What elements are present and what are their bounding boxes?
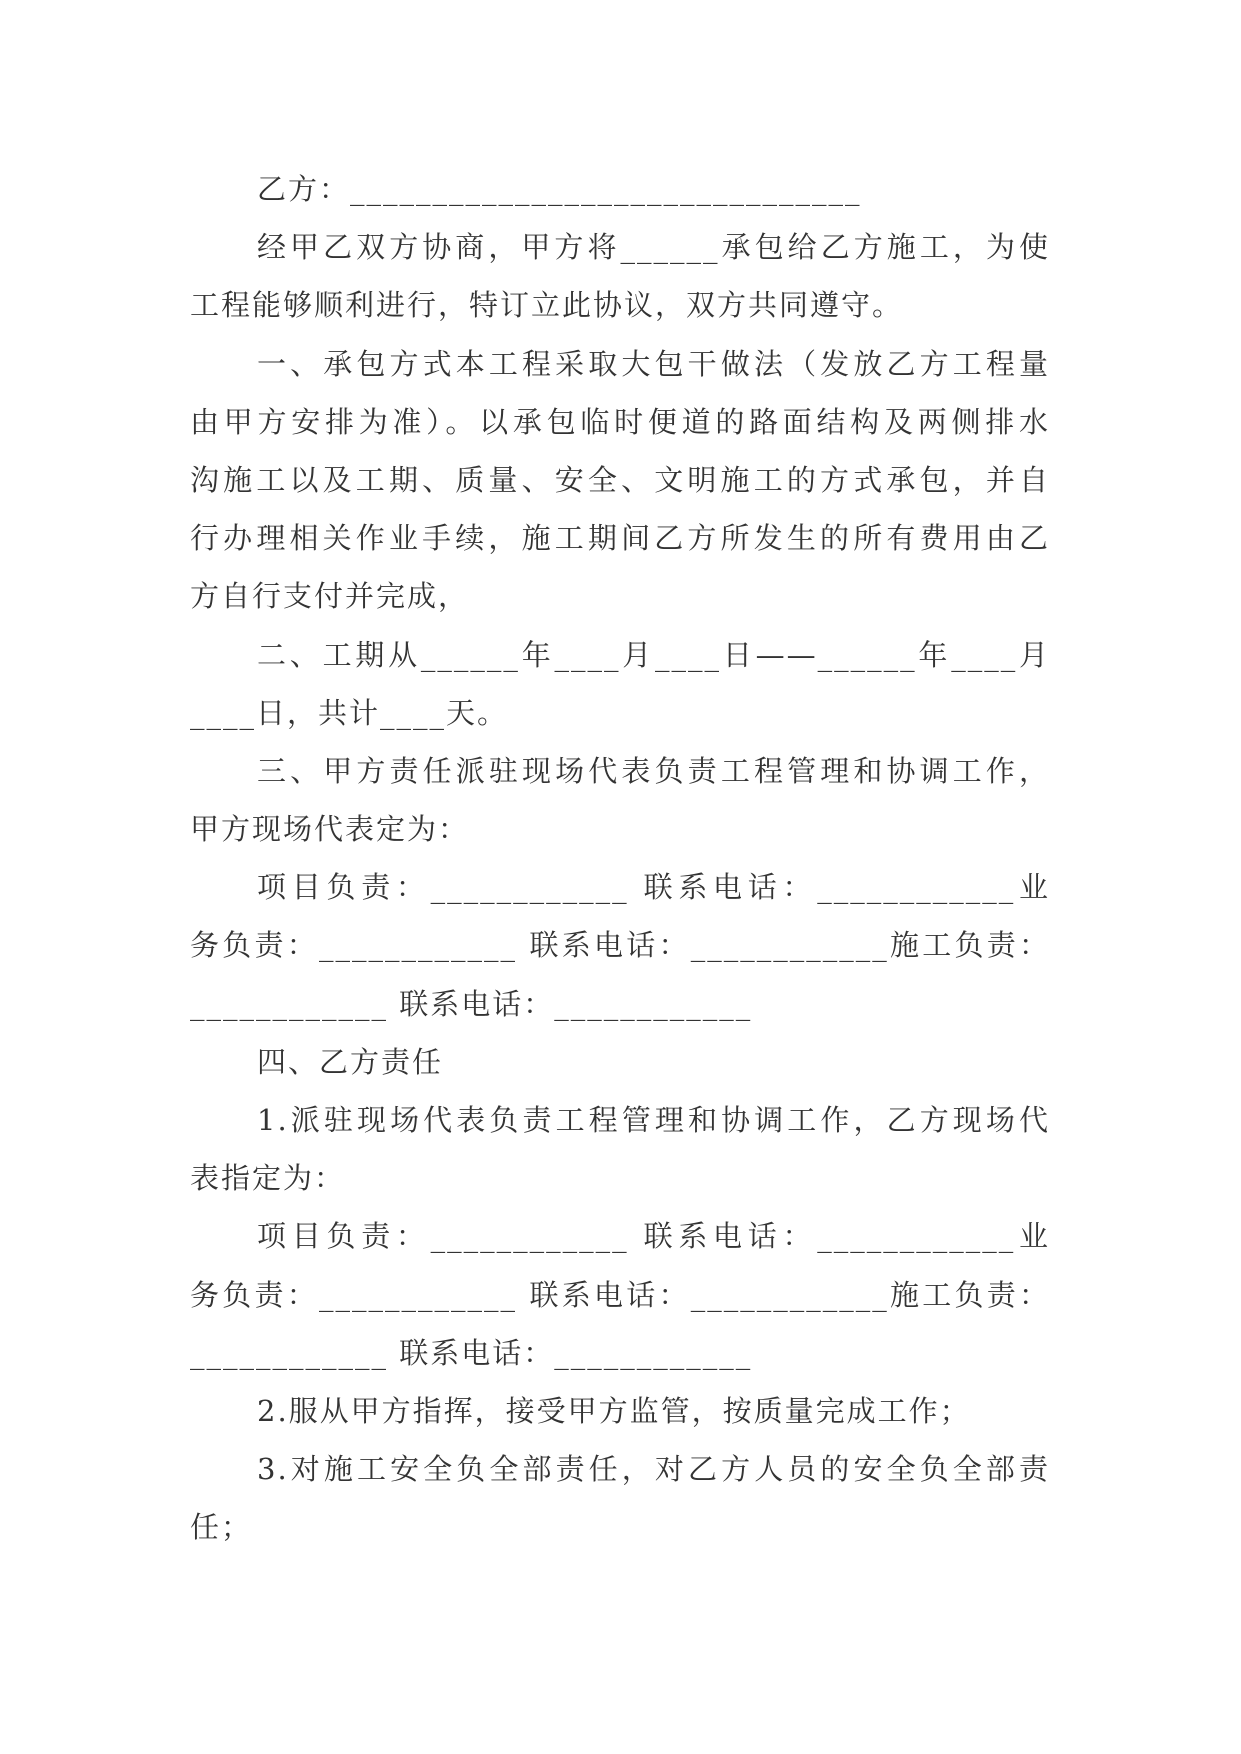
clause-4-item-3-line-1: 3.对施工安全负全部责任，对乙方人员的安全负全部责 — [257, 1452, 1050, 1487]
clause-1-line-3: 沟施工以及工期、质量、安全、文明施工的方式承包，并自 — [190, 462, 1050, 497]
clause-2-line-1: 二、工期从______年____月____日——______年____月 — [257, 637, 1050, 672]
clause-3-line-2: 甲方现场代表定为： — [190, 812, 470, 847]
preamble-line-1: 经甲乙双方协商，甲方将______承包给乙方施工，为使 — [257, 230, 1050, 265]
party-a-contacts-line-1: 项目负责：____________ 联系电话：____________业 — [257, 870, 1050, 905]
preamble-line-2: 工程能够顺利进行，特订立此协议，双方共同遵守。 — [190, 288, 904, 323]
clause-2-line-2: ____日，共计____天。 — [190, 695, 509, 730]
clause-4-item-2: 2.服从甲方指挥，接受甲方监管，按质量完成工作； — [257, 1393, 971, 1428]
clause-4-item-1-line-1: 1.派驻现场代表负责工程管理和协调工作，乙方现场代 — [257, 1103, 1050, 1137]
party-b-contacts-line-1: 项目负责：____________ 联系电话：____________业 — [257, 1219, 1050, 1254]
document-page — [190, 160, 1050, 1557]
party-a-contacts-line-3: ____________ 联系电话：____________ — [190, 986, 753, 1021]
clause-1-line-2: 由甲方安排为准）。以承包临时便道的路面结构及两侧排水 — [190, 404, 1050, 439]
clause-3-line-1: 三、甲方责任派驻现场代表负责工程管理和协调工作， — [257, 753, 1050, 788]
clause-1-line-1: 一、承包方式本工程采取大包干做法（发放乙方工程量 — [257, 346, 1050, 381]
clause-4-item-3-line-2: 任； — [190, 1510, 253, 1545]
party-b-contacts-line-3: ____________ 联系电话：____________ — [190, 1335, 753, 1370]
clause-4-heading: 四、乙方责任 — [257, 1044, 444, 1079]
clause-4-item-1-line-2: 表指定为： — [190, 1161, 346, 1196]
clause-1-line-4: 行办理相关作业手续，施工期间乙方所发生的所有费用由乙 — [190, 521, 1050, 556]
clause-1-line-5: 方自行支付并完成， — [190, 579, 470, 614]
party-b-contacts-line-2: 务负责：____________ 联系电话：____________施工负责： — [190, 1277, 1050, 1312]
party-a-contacts-line-2: 务负责：____________ 联系电话：____________施工负责： — [190, 928, 1050, 963]
party-b-line: 乙方：_______________________________ — [257, 172, 862, 206]
